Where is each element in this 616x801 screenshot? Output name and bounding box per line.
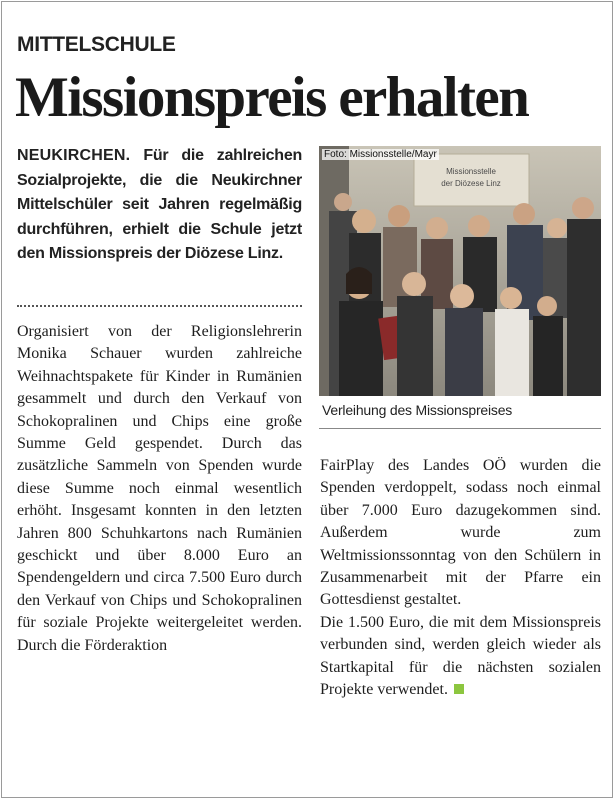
body-paragraph-end-text: Die 1.500 Euro, die mit dem Missionspreis verbunden sind, werden gleich wieder als Startkapital für die nächsten sozialen Projekte verwendet. <box>320 613 601 699</box>
article-headline: Missionspreis erhalten <box>15 66 529 129</box>
article-lead <box>17 144 302 267</box>
lead-place: NEUKIRCHEN. <box>17 147 131 164</box>
body-column-left <box>17 321 302 657</box>
article-kicker: MITTELSCHULE <box>17 33 176 56</box>
photo-credit: Foto: Missionsstelle/Mayr <box>324 149 437 160</box>
body-paragraph: FairPlay des Landes OÖ wurden die Spenden verdoppelt, sodass noch einmal über 7.000 Euro dazugekommen sind. Außerdem wurde zum Weltmissionssonntag von den Schülern in Zusammenarbeit mit der Pfarre ein Gottesdienst gestaltet. <box>320 457 601 609</box>
banner-text: Missionsstelle <box>446 167 496 176</box>
body-paragraph: Organisiert von der Religionslehrerin Monika Schauer wurden zahlreiche Weihnachtspakete für Kinder in Rumänien gesammelt und durch den Verkauf von Schokopralinen und Chips eine große Summe Geld gespendet. Durch das zusätzliche Sammeln von Spenden wurde diese Summe noch einmal wesentlich erhöht. Insgesamt konnten in den letzten Jahren 800 Schuhkartons nach Rumänien geschickt und über 8.000 Euro an Spendengeldern und circa 7.500 Euro durch den Verkauf von Chips und Schokopralinen für soziale Projekte weitergeleitet werden. Durch die Förderaktion <box>17 323 302 654</box>
lead-text: Für die zahlreichen Sozialprojekte, die die Neukirchner Mittelschüler seit Jahren regelmäßig durchführen, erhielt die Schule jetzt den Missionspreis der Diözese Linz. <box>17 147 302 262</box>
article-photo <box>319 146 601 396</box>
caption-divider <box>319 428 601 429</box>
photo-illustration <box>319 146 601 396</box>
body-column-right <box>320 455 601 701</box>
end-of-article-mark <box>454 684 464 694</box>
svg-text:der Diözese Linz: der Diözese Linz <box>441 179 501 188</box>
body-paragraph-end <box>320 612 601 702</box>
photo-caption: Verleihung des Missionspreises <box>322 402 513 418</box>
lead-divider <box>17 305 302 307</box>
